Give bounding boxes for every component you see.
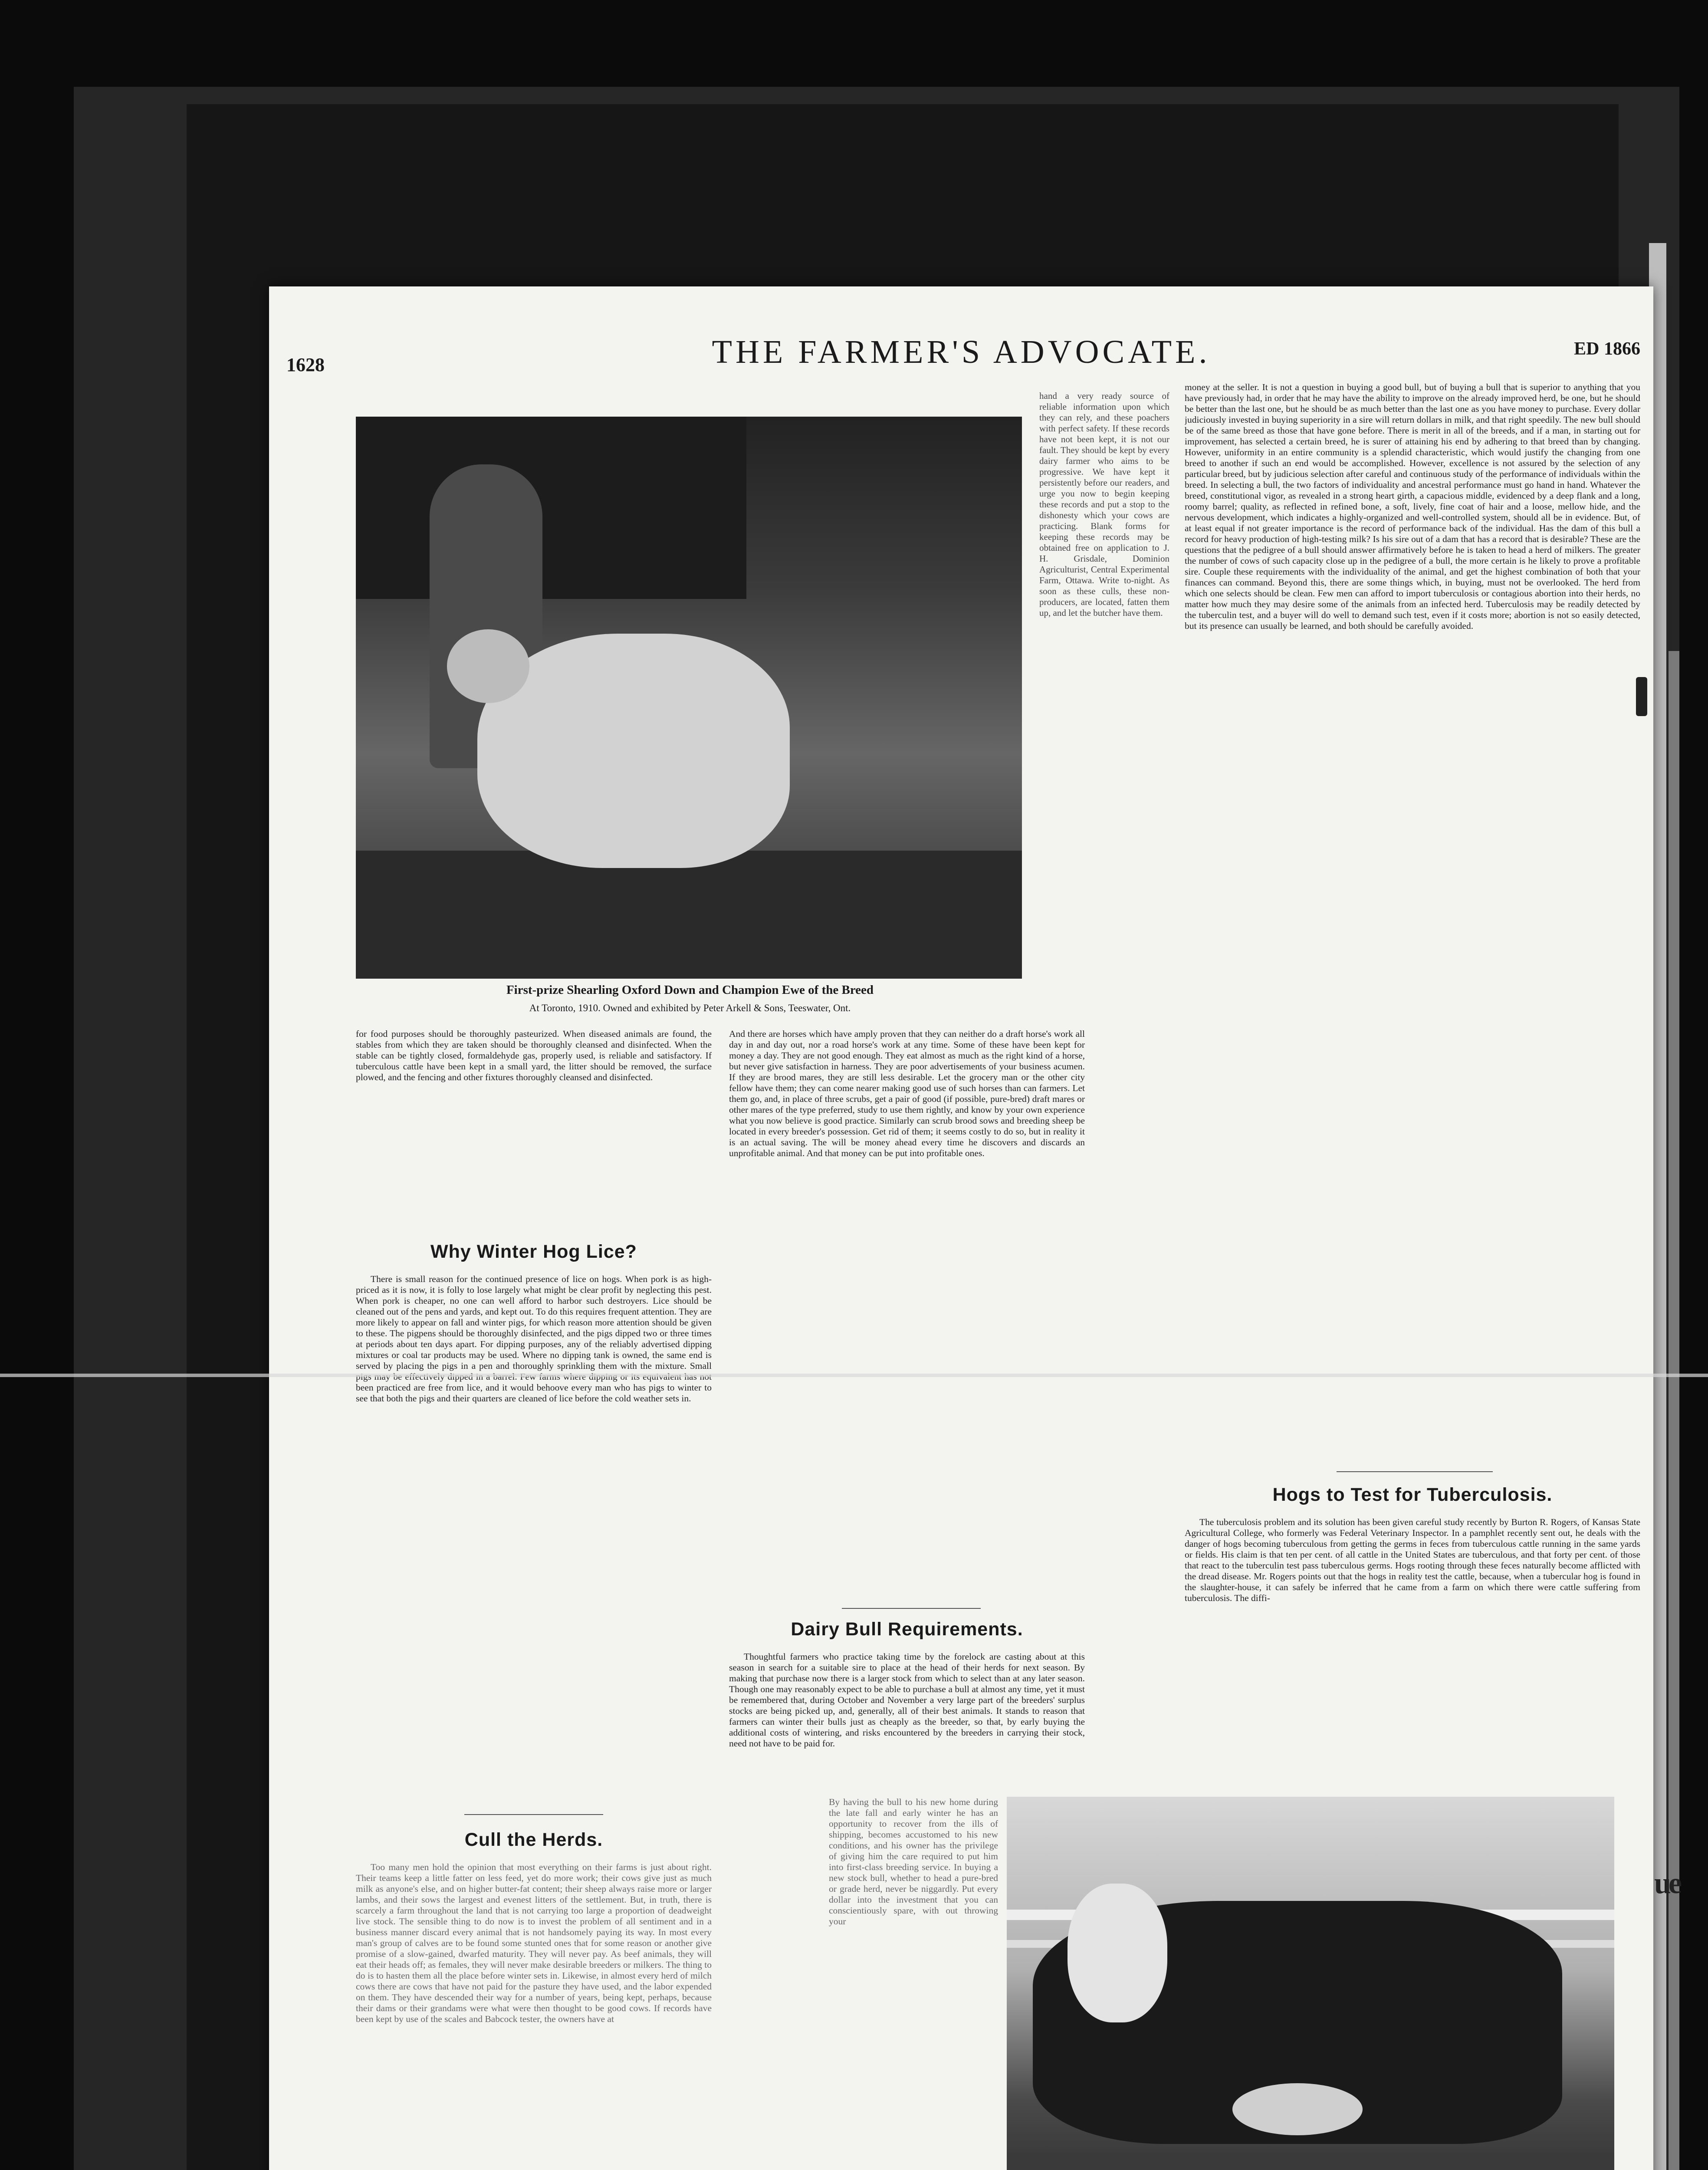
- records-column-a: [1039, 391, 1169, 1020]
- hog-lice-headline: Why Winter Hog Lice?: [430, 1241, 637, 1262]
- dairy-headline: Dairy Bull Requirements.: [791, 1619, 1023, 1640]
- edge-text: ue: [1654, 1867, 1679, 1900]
- grass: [1007, 2153, 1614, 2170]
- cull-headline: Cull the Herds.: [464, 1829, 603, 1850]
- dairy-paragraph-narrow: By having the bull to his new home during the late fall and early winter he has an opportunity to recover from the ills of shipping, becomes accustomed to his new conditions, and his owner has the privilege of giving him the care required to put him into first-class breeding service. In buying a new stock bull, whether to head a pure-bred or grade herd, never be niggardly. Put every dollar into the investment that you can conscientiously spare, with out throwing your: [829, 1797, 998, 1927]
- cull-paragraph: Too many men hold the opinion that most everything on their farms is just about right. Their teams keep a little fatter on less feed, yet do more work; their cows give just as much milk as anyone's else, and on higher butter-fat content; their sheep always raise more or larger lambs, and their sows the largest and evenest litters of the settlement. But, in truth, there is scarcely a farm throughout the land that is not carrying too large a proportion of deadweight live stock. The sensible thing to do now is to invest the problem of all sentiment and in a business manner discard every animal that is not handsomely paying its way. In most every man's group of calves are to be found some stunted ones that for some reason or another give promise of a slow-gained, dwarfed maturity. They will never pay. As beef animals, they will eat their heads off; as females, they will never make desirable breeders or milkers. The thing to do is to hasten them all the place before winter sets in. Likewise, in almost every herd of milch cows there are cows that have not paid for the pasture they have used, and the labor expended on them. They have descended their way for a number of years, being kept, perhaps, because their dams or their grandams were what were then thought to be good cows. If records have been kept by use of the scales and Babcock tester, the owners have at: [356, 1862, 712, 2024]
- bull-belly-patch: [1232, 2083, 1363, 2135]
- dairy-column-wide: [729, 1651, 1085, 1795]
- cull-rule: [464, 1814, 603, 1815]
- pasteurize-paragraph: for food purposes should be thoroughly pasteurized. When diseased animals are found, the stables from which they are taken should be thoroughly cleansed and disinfected. When the stable can be tightly closed, formaldehyde gas, properly used, is reliable and satisfactory. If tuberculous cattle have been kept in a small yard, the litter should be removed, the surface plowed, and the fencing and other fixtures thoroughly cleansed and disinfected.: [356, 1029, 712, 1082]
- records-paragraph-b: And there are horses which have amply proven that they can neither do a draft horse's work all day in and day out, nor a road horse's work at any time. Some of these have been kept for money a day. They are not good enough. They eat almost as much as the right kind of a horse, but never give satisfaction in harness. They are poor advertisements of your business acumen. If they are brood mares, they are still less desirable. Let the grocery man or the other city fellow have them; they can come nearer making good use of such horses than can farmers. Let them go, and, in place of three scrubs, get a pair of good (if possible, pure-bred) draft mares or other mares of the type preferred, study to use them rightly, and know by your own experience what you now believe is good practice. Similarly can scrub brood sows and breeding sheep be located in every breeder's possession. Get rid of them; it seems costly to do so, but in reality it is an actual saving. The will be money ahead every time he discovers and discards an unprofitable animal. And that money can be put into profitable ones.: [729, 1029, 1085, 1158]
- dairy-column-narrow: [829, 1797, 998, 2170]
- sheep-photo: [356, 417, 1022, 979]
- next-page-edge-shadow: [1669, 651, 1679, 2170]
- hogs-paragraph: The tuberculosis problem and its solution has been given careful study recently by Burton R. Rogers, of Kansas State Agricultural College, who formerly was Federal Veterinary Inspector. In a pamphlet recently sent out, he deals with the danger of hogs becoming tuberculous from getting the germs in feces from tuberculous cattle running in the same yards or fields. His claim is that ten per cent. of all cattle in the United States are tuberculous, and that forty per cent. of those that react to the tuberculin test pass tuberculous germs. Hogs rooting through these feces naturally become afflicted with the dread disease. Mr. Rogers points out that the hogs in reality test the cattle, because, when a tubercular hog is found in the slaughter-house, it can safely be inferred that he came from a farm on which there were cattle suffering from tuberculosis. The diffi-: [1185, 1517, 1640, 1603]
- bull-photo: [1007, 1797, 1614, 2170]
- hogs-column: [1185, 1517, 1640, 1777]
- masthead: THE FARMER'S ADVOCATE.: [712, 334, 1211, 370]
- pasteurize-column: [356, 1029, 712, 1211]
- edition-label: ED 1866: [1574, 339, 1640, 359]
- cull-column: [356, 1862, 712, 2170]
- bull-face: [1068, 1884, 1167, 2022]
- page-number: 1628: [286, 354, 325, 375]
- hog-lice-column: [356, 1274, 712, 1799]
- bull-paragraph: money at the seller. It is not a question in buying a good bull, but of buying a bull that is superior to anything that you have previously had, in order that he may have the ability to improve on the already improved herd, be one, but he should be better than the last one, but he should be as much better than the last one as you have money to purchase. Every dollar judiciously invested in buying superiority in a sire will return dollars in milk, and that right speedily. The new bull should be of the same breed as those that have gone before. There is merit in all of the breeds, and if a man, in starting out for improvement, has selected a certain breed, he is surer of attaining his end by adhering to that breed than by changing. However, uniformity in an entire community is a splendid characteristic, which would justify the changing from one breed to another if such an end would be accomplished. However, excellence is not assured by the selection of any particular breed, but by judicious selection after careful and continuous study of the performance of individuals within the breed. In selecting a bull, the two factors of individuality and ancestral performance must go hand in hand. Whatever the breed, constitutional vigor, as revealed in a strong heart girth, a capacious middle, evidenced by a deep flank and a long, roomy barrel; quality, as reflected in refined bone, a soft, lively, fine coat of hair and a loose, mellow hide, and the nervous development, which indicates a highly-organized and well-controlled system, should all be in evidence. But, of at least equal if not greater importance is the record of performance back of the individual. Has the dam of this bull a record for heavy production of high-testing milk? Is his sire out of a dam that has a record that is desirable? These are the questions that the pedigree of a bull should answer affirmatively before he is taken to head a herd of milkers. The greater the number of cows of such capacity close up in the pedigree of a bull, the more certain is he likely to prove a profitable sire. Couple these requirements with the individuality of the animal, and get the highest combination of both that your finances can command. Beyond this, there are some things which, in buying, must not be overlooked. The herd from which one selects should be clean. Few men can afford to import tuberculosis or contagious abortion into their herds, no matter how much they may desire some of the animals from an infected herd. Tuberculosis may be readily detected by the tuberculin test, and a buyer will do well to demand such test, even if it costs more; abortion is not so easily detected, but its presence can usually be learned, and both should be carefully avoided.: [1185, 382, 1640, 631]
- sheep-caption-title: First-prize Shearling Oxford Down and Champion Ewe of the Breed: [506, 983, 874, 997]
- sheep-head: [447, 629, 529, 703]
- records-paragraph-a: hand a very ready source of reliable information upon which they can rely, and these poachers with perfect safety. If these records have not been kept, it is not our fault. They should be kept by every dairy farmer who aims to be progressive. We have kept it persistently before our readers, and urge you now to begin keeping these records and put a stop to the dishonesty which your cows are practicing. Blank forms for keeping these records may be obtained free on application to J. H. Grisdale, Dominion Agriculturist, Central Experimental Farm, Ottawa. Write to-night. As soon as these culls, these non-producers, are located, fatten them up, and let the butcher have them.: [1039, 391, 1169, 618]
- film-splice-line: [0, 1374, 1708, 1377]
- hogs-rule: [1337, 1471, 1493, 1472]
- dairy-paragraph-wide: Thoughtful farmers who practice taking time by the forelock are casting about at this season in search for a suitable sire to place at the head of their herds for next season. By making that purchase now there is a larger stock from which to select than at any later season. Though one may reasonably expect to be able to purchase a bull at almost any time, yet it must be remembered that, during October and November a very large part of the breeders' surplus stocks are being picked up, and, generally, all of their best animals. It stands to reason that farmers can winter their bulls just as cheaply as the breeder, so that, by early buying the additional costs of wintering, and risks encountered by the breeders in carrying their stock, need not have to be paid for.: [729, 1651, 1085, 1749]
- binding-mark: [1636, 677, 1647, 716]
- newspaper-page: [269, 286, 1653, 2170]
- sheep-caption-sub: At Toronto, 1910. Owned and exhibited by Peter Arkell & Sons, Teeswater, Ont.: [529, 1003, 851, 1013]
- bull-column: [1185, 382, 1640, 1458]
- barn-shadow: [356, 417, 746, 599]
- records-column-b: [729, 1029, 1085, 1580]
- ground: [356, 851, 1022, 979]
- hog-lice-paragraph: There is small reason for the continued presence of lice on hogs. When pork is as high-priced as it is now, it is folly to lose largely what might be clear profit by neglecting this pest. When pork is cheaper, no one can well afford to harbor such destroyers. Lice should be cleaned out of the pens and yards, and kept out. To do this requires frequent attention. They are more likely to appear on fall and winter pigs, for which reason more attention should be given to these. The pigpens should be thoroughly disinfected, and the pigs dipped two or three times at periods about ten days apart. For dipping purposes, any of the reliably advertised dipping mixtures or coal tar products may be used. Where no dipping tank is owned, the same end is served by placing the pigs in a pen and thoroughly sprinkling them with the mixture. Small been practiced are free from lice, and it would behoove every man who has pigs to winter to see that both the pigs and their quarters are cleaned of lice before the cold weather sets in.: [356, 1274, 712, 1404]
- hogs-headline: Hogs to Test for Tuberculosis.: [1272, 1484, 1553, 1505]
- dairy-rule: [842, 1608, 981, 1609]
